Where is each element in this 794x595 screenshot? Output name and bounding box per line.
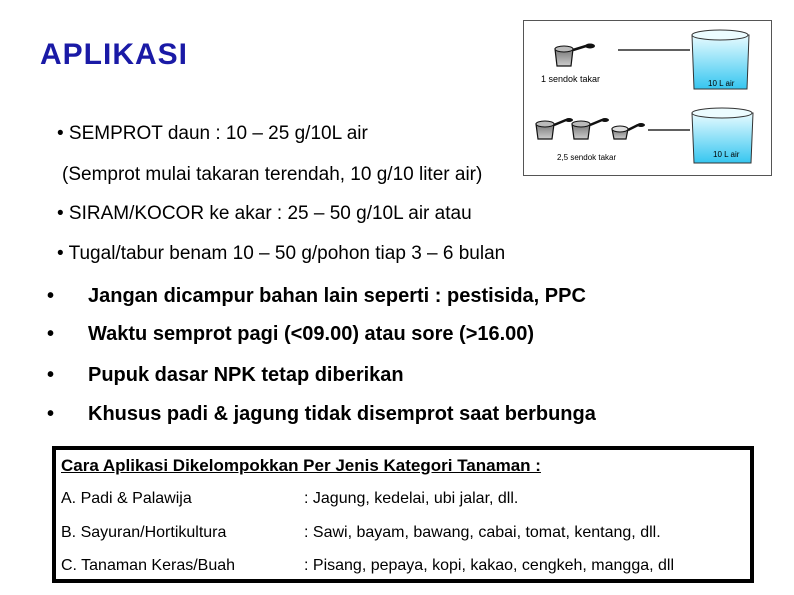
category-label-b: B. Sayuran/Hortikultura	[61, 524, 227, 541]
note-bullet: •	[47, 364, 55, 386]
note-npk: Pupuk dasar NPK tetap diberikan	[88, 364, 404, 386]
category-value-a: : Jagung, kedelai, ubi jalar, dll.	[304, 490, 519, 507]
category-label-c: C. Tanaman Keras/Buah	[61, 557, 236, 574]
bucket-label-1: 10 L air	[708, 79, 735, 88]
scoop-icon	[555, 44, 595, 67]
note-no-mixing: Jangan dicampur bahan lain seperti : pestisida, PPC	[88, 285, 586, 307]
category-value-c: : Pisang, pepaya, kopi, kakao, cengkeh, mangga, dll	[304, 557, 675, 574]
category-label-a: A. Padi & Palawija	[61, 490, 192, 507]
note-bullet: •	[47, 403, 55, 425]
bucket-label-2: 10 L air	[713, 150, 740, 159]
note-bullet: •	[47, 285, 55, 307]
two-half-scoop-label: 2,5 sendok takar	[557, 153, 617, 162]
note-spray-time: Waktu semprot pagi (<09.00) atau sore (>16.00)	[88, 323, 535, 345]
scoop-icon	[536, 118, 573, 139]
note-flowering: Khusus padi & jagung tidak disemprot saat berbunga	[88, 403, 596, 425]
bullet-spray: • SEMPROT daun : 10 – 25 g/10L air	[57, 123, 368, 144]
one-scoop-label: 1 sendok takar	[541, 74, 601, 84]
half-scoop-icon	[612, 123, 645, 139]
bullet-drench: • SIRAM/KOCOR ke akar : 25 – 50 g/10L air atau	[57, 203, 472, 224]
category-value-b: : Sawi, bayam, bawang, cabai, tomat, kentang, dll.	[304, 524, 661, 541]
note-bullet: •	[47, 323, 55, 345]
page-title: APLIKASI	[40, 38, 189, 71]
category-box-title: Cara Aplikasi Dikelompokkan Per Jenis Kategori Tanaman :	[61, 456, 541, 475]
scoop-icon	[572, 118, 609, 139]
bullet-broadcast: • Tugal/tabur benam 10 – 50 g/pohon tiap 3 – 6 bulan	[57, 243, 506, 264]
bullet-spray-note: (Semprot mulai takaran terendah, 10 g/10 liter air)	[62, 164, 483, 185]
